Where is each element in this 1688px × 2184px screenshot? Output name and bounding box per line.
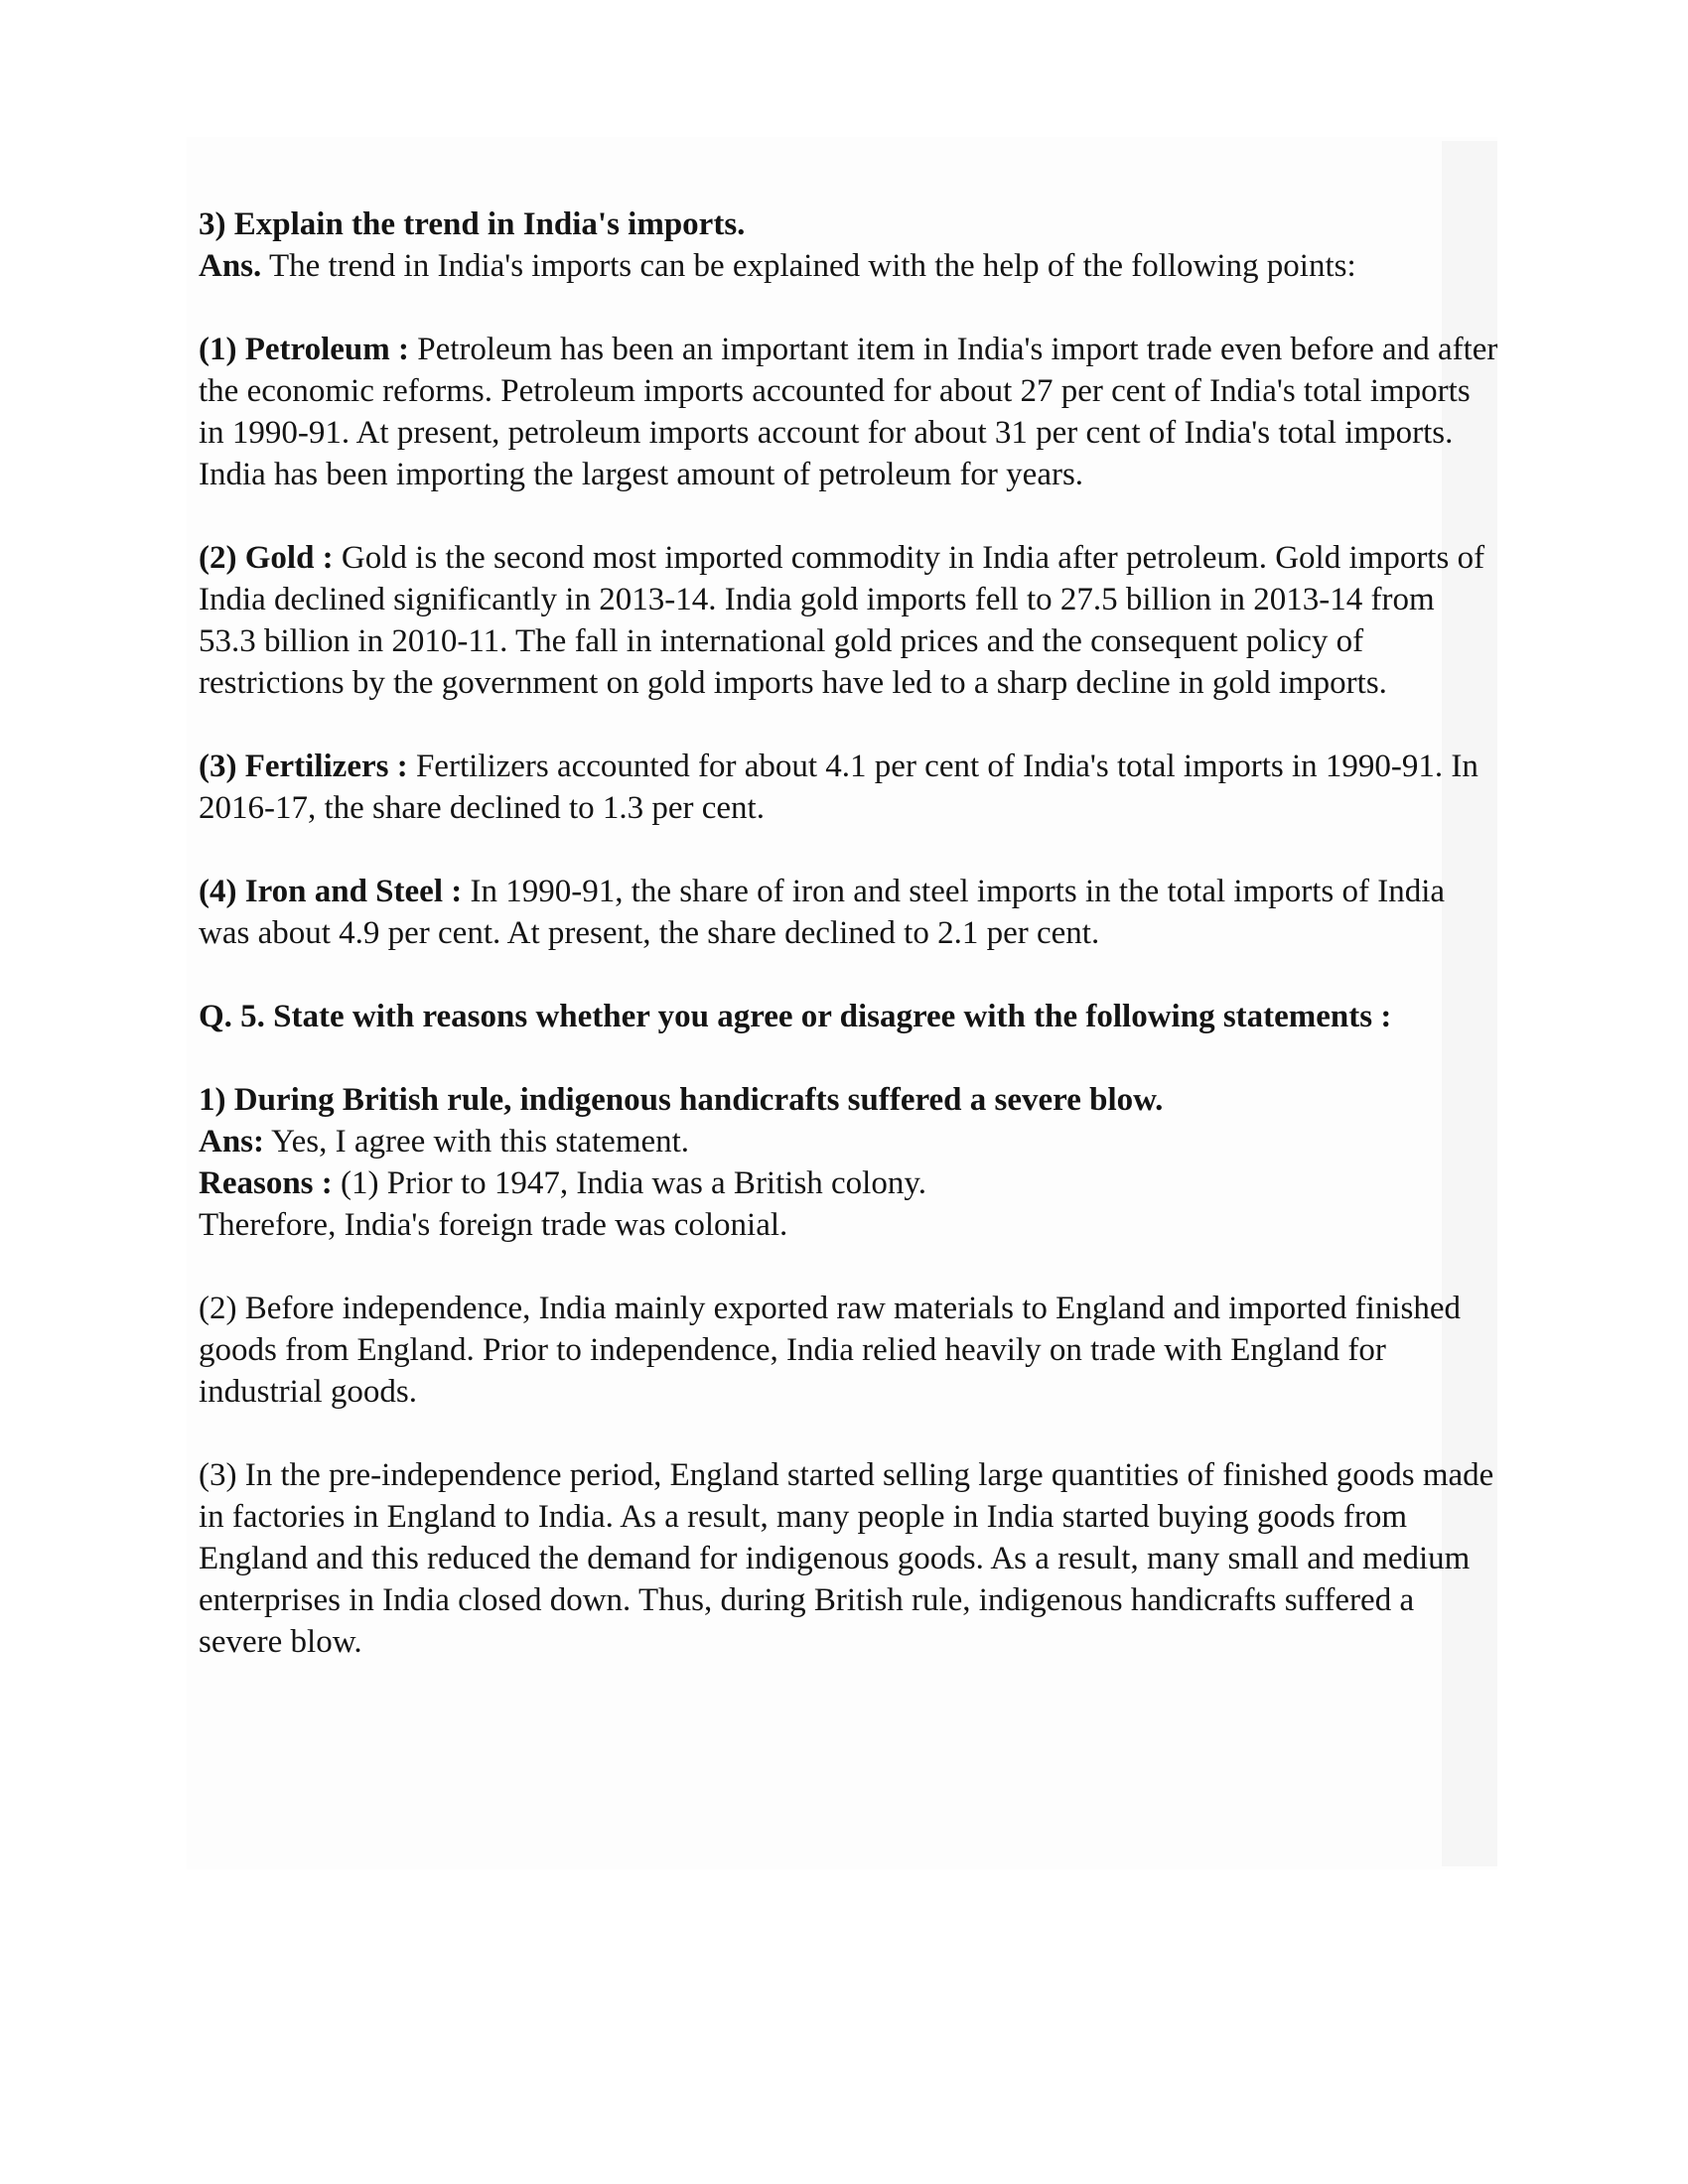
point-petroleum-text: Petroleum has been an important item in India's import trade even before and after the economic reforms. Petroleum imports accounted for about 27 per cent of India's total imports in 1990-91. At present, petroleum imports account for about 31 per cent of India's total imports. India has been importing the largest amount of petroleum for years. — [199, 332, 1498, 492]
statement-1-answer — [199, 1121, 1499, 1162]
reason-3: (3) In the pre-independence period, England started selling large quantities of finished goods made in factories in England to India. As a result, many people in India started buying goods from England and this reduced the demand for indigenous goods. As a result, many small and medium enterprises in India closed down. Thus, during British rule, indigenous handicrafts suffered a severe blow. — [199, 1457, 1494, 1660]
reason-2: (2) Before independence, India mainly exported raw materials to England and imported finished goods from England. Prior to independence, India relied heavily on trade with England for industrial goods. — [199, 1291, 1461, 1410]
point-fertilizers-label: (3) Fertilizers : — [199, 749, 408, 784]
document-content — [199, 204, 1499, 1663]
reasons-label: Reasons : — [199, 1165, 333, 1201]
reason-1-text: (1) Prior to 1947, India was a British colony. — [341, 1165, 926, 1201]
point-iron-steel-text: In 1990-91, the share of iron and steel imports in the total imports of India was about 4.9 per cent. At present, the share declined to 2.1 per cent. — [199, 874, 1446, 951]
statement-1-reasons-line — [199, 1162, 1499, 1204]
answer-text: The trend in India's imports can be explained with the help of the following points: — [268, 248, 1356, 284]
point-gold-text: Gold is the second most imported commodity in India after petroleum. Gold imports of India declined significantly in 2013-14. India gold imports fell to 27.5 billion in 2013-14 from 53.3 billion in 2010-11. The fall in international gold prices and the consequent policy of restrictions by the government on gold imports have led to a sharp decline in gold imports. — [199, 540, 1485, 701]
reason-1-continuation: Therefore, India's foreign trade was colonial. — [199, 1207, 788, 1243]
point-fertilizers-text: Fertilizers accounted for about 4.1 per cent of India's total imports in 1990-91. In 2016-17, the share declined to 1.3 per cent. — [199, 749, 1478, 826]
point-petroleum-label: (1) Petroleum : — [199, 332, 409, 367]
statement-1-heading: 1) During British rule, indigenous handicrafts suffered a severe blow. — [199, 1082, 1164, 1118]
question-3-heading: 3) Explain the trend in India's imports. — [199, 206, 746, 242]
point-fertilizers — [199, 746, 1499, 829]
point-iron-steel-label: (4) Iron and Steel : — [199, 874, 463, 909]
answer-label: Ans. — [199, 248, 262, 284]
point-gold — [199, 537, 1499, 704]
question-5-heading: Q. 5. State with reasons whether you agree or disagree with the following statements : — [199, 999, 1392, 1034]
point-gold-label: (2) Gold : — [199, 540, 334, 576]
point-iron-steel — [199, 871, 1499, 954]
statement-1-answer-text: Yes, I agree with this statement. — [271, 1124, 690, 1160]
point-petroleum — [199, 329, 1499, 495]
statement-1-answer-label: Ans: — [199, 1124, 265, 1160]
question-3-answer — [199, 245, 1499, 287]
